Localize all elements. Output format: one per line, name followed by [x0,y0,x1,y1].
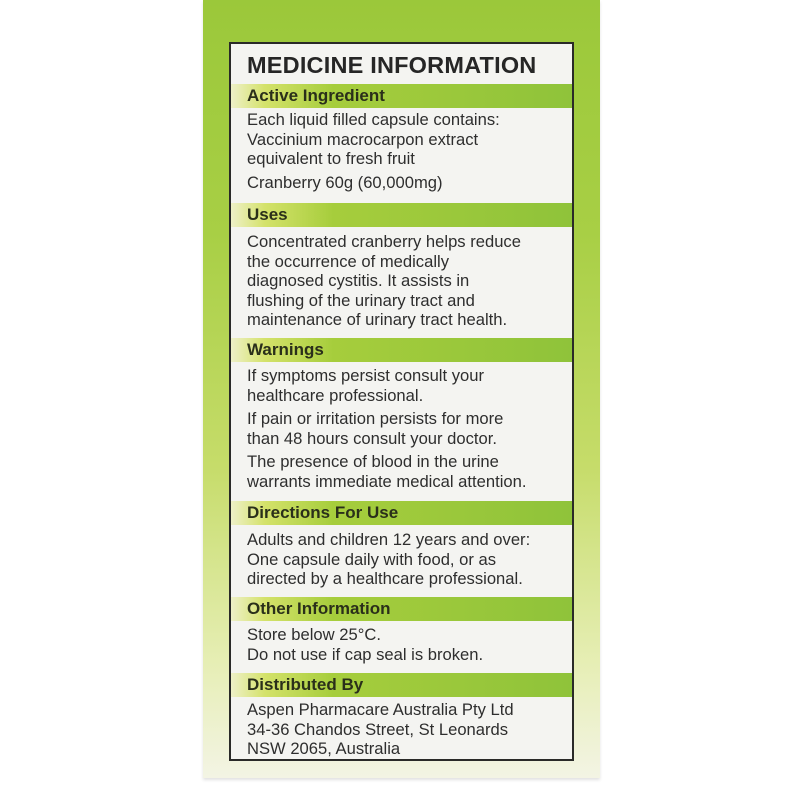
section-heading: Directions For Use [247,503,399,522]
text-line: Concentrated cranberry helps reduce [247,232,521,251]
text-line: the occurrence of medically [247,251,449,271]
text-line: Adults and children 12 years and over: [247,530,531,549]
section-heading: Uses [247,205,288,224]
text-line: maintenance of urinary tract health. [247,310,508,329]
section-heading: Active Ingredient [247,86,385,105]
directions-text [247,530,530,589]
text-line: flushing of the urinary tract and [247,290,475,310]
text-line: warrants immediate medical attention. [247,471,527,491]
section-heading: Warnings [247,340,324,359]
text-line: Cranberry 60g (60,000mg) [247,172,443,192]
text-line: Aspen Pharmacare Australia Pty Ltd [247,700,514,719]
active-ingredient-text [247,110,500,192]
section-header-active-ingredient [231,84,572,108]
section-heading: Other Information [247,599,391,618]
text-line: Vaccinium macrocarpon extract [247,129,479,149]
text-line: Do not use if cap seal is broken. [247,644,484,664]
text-line: equivalent to fresh fruit [247,149,415,168]
text-line: NSW 2065, Australia [247,739,401,758]
text-line: If symptoms persist consult your [247,366,484,385]
distributed-by-text [247,700,514,759]
uses-text [247,232,521,330]
text-line: Store below 25°C. [247,625,381,644]
section-header-uses [231,203,572,227]
medicine-information-panel [229,42,574,761]
section-header-other-information [231,597,572,621]
text-line: Each liquid filled capsule contains: [247,110,500,129]
text-line: If pain or irritation persists for more [247,409,504,428]
text-line: than 48 hours consult your doctor. [247,428,497,448]
text-line: healthcare professional. [247,385,424,405]
text-line: diagnosed cystitis. It assists in [247,271,470,290]
section-header-distributed-by [231,673,572,697]
panel-title: MEDICINE INFORMATION [247,52,537,78]
section-header-directions [231,501,572,525]
warnings-text [247,366,526,491]
other-information-text [247,625,483,664]
text-line: 34-36 Chandos Street, St Leonards [247,719,509,739]
section-header-warnings [231,338,572,362]
section-heading: Distributed By [247,675,364,694]
text-line: One capsule daily with food, or as [247,549,497,569]
text-line: directed by a healthcare professional. [247,569,523,588]
text-line: The presence of blood in the urine [247,452,499,471]
